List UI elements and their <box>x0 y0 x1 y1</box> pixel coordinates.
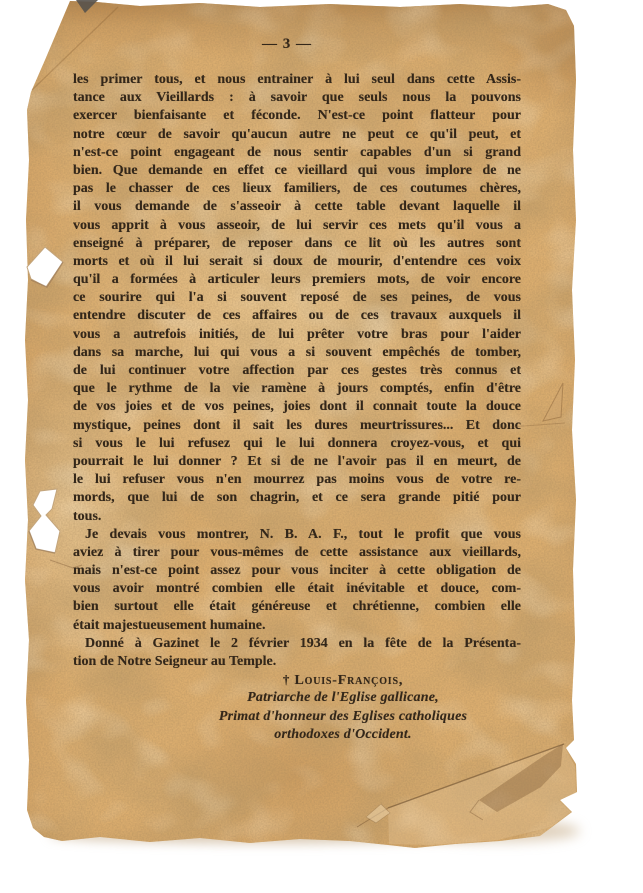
text-line: pas le chasser de ces lieux familiers, de ces coutumes chères, <box>73 181 521 197</box>
text-line: mais n'est-ce point assez pour vous inciter à cette obligation de <box>73 563 521 579</box>
text-line: dans sa marche, lui qui vous a si souvent empêchés de tomber, <box>73 344 521 360</box>
signatory-name <box>165 671 521 689</box>
text-line: enseigné à préparer, de reposer dans ce lit où les autres sont <box>73 235 521 251</box>
text-line: Je devais vous montrer, N. B. A. F., tout le profit que vous <box>85 526 521 542</box>
text-line: pourrait le lui donner ? Et si de ne l'avoir pas il en meurt, de <box>73 453 521 469</box>
text-line: le lui refuser vous n'en mourrez pas moins vous de votre re- <box>73 472 521 488</box>
text-line: vous apprit à vous asseoir, de lui servir ces mets qu'il vous a <box>73 217 521 233</box>
cross-icon: † <box>282 672 291 688</box>
text-line: ce sourire qui l'a si souvent reposé de ses peines, de vous <box>73 290 521 306</box>
text-line: de lui continuer votre affection par ces gestes très connus et <box>73 363 521 378</box>
text-line: bien. Que demande en effet ce vieillard qui vous implore de ne <box>73 162 521 178</box>
text-line: si vous le lui refusez qui le lui donnera croyez-vous, et qui <box>73 435 521 451</box>
text-line: morts et où il lui serait si doux de mourir, d'entendre ces voix <box>73 253 521 269</box>
page-number: — 3 — <box>262 36 312 52</box>
text-line: notre cœur de savoir qu'aucun autre ne peut ce qu'il peut, et <box>73 126 521 142</box>
text-line: tous. <box>73 508 102 524</box>
text-line: les primer tous, et nous entrainer à lui seul dans cette Assis- <box>73 72 521 87</box>
text-line: de vos joies et de vos peines, joies dont il connait toute la douce <box>73 399 521 415</box>
signatory-name-text: Louis-François, <box>294 673 404 689</box>
paragraph-3 <box>73 635 521 671</box>
text-line: exercer bienfaisante et féconde. N'est-ce point flatteur pour <box>73 108 521 124</box>
text-line: Patriarche de l'Eglise gallicane, <box>247 690 439 706</box>
text-line: était majestueusement humaine. <box>73 617 266 633</box>
text-line: mords, que lui de son chagrin, et ce sera grande pitié pour <box>73 490 521 506</box>
text-line: vous a autrefois initiés, de lui prêter votre bras pour l'aider <box>73 326 521 342</box>
text-line: bien surtout elle était généreuse et chrétienne, combien elle <box>73 599 521 615</box>
text-line: orthodoxes d'Occident. <box>274 726 412 742</box>
page-content <box>73 36 521 744</box>
text-line: tance aux Vieillards : à savoir que seuls nous la pouvons <box>73 90 521 106</box>
text-line: entendre discuter de ces affaires ou de ces travaux auxquels il <box>73 308 521 324</box>
paragraph-1 <box>73 71 521 526</box>
text-line: mystique, peines dont il sait les dures meurtrissures... Et donc <box>73 417 521 433</box>
text-line: Donné à Gazinet le 2 février 1934 en la fête de la Présenta- <box>85 635 521 651</box>
text-line: n'est-ce point engageant de nous sentir capables d'un si grand <box>73 144 521 160</box>
text-line: vous avoir montré combien elle était inévitable et douce, com- <box>73 581 521 597</box>
text-line: il vous demande de s'asseoir à cette table devant laquelle il <box>73 199 521 215</box>
text-line: aviez à tirer pour vous-mêmes de cette assistance aux vieillards, <box>73 544 521 560</box>
signatory-titles <box>165 689 521 744</box>
signature-block <box>73 671 521 744</box>
text-line: Primat d'honneur des Eglises catholiques <box>218 708 468 724</box>
text-line: tion de Notre Seigneur au Temple. <box>73 654 277 669</box>
paragraph-2 <box>73 526 521 635</box>
text-line: qu'il a formées à articuler leurs premiers mots, de voir encore <box>73 272 521 288</box>
text-line: que le rythme de la vie ramène à jours comptés, enfin d'être <box>73 381 521 397</box>
